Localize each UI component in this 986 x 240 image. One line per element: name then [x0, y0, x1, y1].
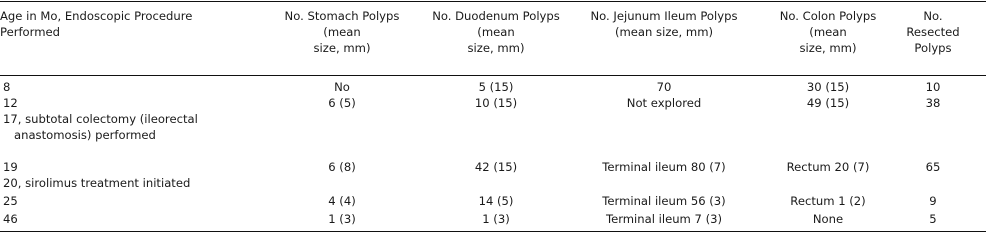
jejunum-ileum-cell: Terminal ileum 7 (3)	[605, 212, 723, 226]
table-top-rule	[0, 1, 986, 2]
duodenum-cell: 42 (15)	[474, 160, 518, 174]
resected-cell: 65	[925, 160, 941, 174]
header-stomach-polyps: No. Stomach Polyps (mean size, mm)	[284, 9, 400, 55]
row-age-cell: 25	[3, 194, 18, 208]
table-header-rule	[0, 75, 986, 76]
row-procedure-note: 20, sirolimus treatment initiated	[3, 176, 191, 190]
jejunum-ileum-cell: Terminal ileum 80 (7)	[602, 160, 726, 174]
stomach-cell: 6 (8)	[328, 160, 356, 174]
resected-cell: 38	[925, 96, 941, 110]
stomach-cell: 1 (3)	[328, 212, 356, 226]
resected-cell: 5	[929, 212, 937, 226]
colon-cell: None	[812, 212, 844, 226]
colon-cell: 49 (15)	[806, 96, 850, 110]
header-resected-polyps: No. Resected Polyps	[906, 9, 960, 55]
resected-cell: 9	[929, 194, 937, 208]
row-age-cell: 8	[3, 80, 11, 94]
header-age-procedure: Age in Mo, Endoscopic Procedure Performed	[0, 9, 193, 39]
resected-cell: 10	[925, 80, 941, 94]
header-duodenum-polyps: No. Duodenum Polyps (mean size, mm)	[432, 9, 560, 55]
jejunum-ileum-cell: Not explored	[626, 96, 702, 110]
stomach-cell: 6 (5)	[328, 96, 356, 110]
row-age-cell: 46	[3, 212, 18, 226]
duodenum-cell: 14 (5)	[478, 194, 514, 208]
colon-cell: 30 (15)	[806, 80, 850, 94]
jejunum-ileum-cell: 70	[656, 80, 672, 94]
row-procedure-note: 17, subtotal colectomy (ileorectal anastomosis) performed	[3, 112, 198, 142]
duodenum-cell: 5 (15)	[478, 80, 514, 94]
duodenum-cell: 10 (15)	[474, 96, 518, 110]
jejunum-ileum-cell: Terminal ileum 56 (3)	[602, 194, 726, 208]
row-age-cell: 19	[3, 160, 18, 174]
duodenum-cell: 1 (3)	[482, 212, 510, 226]
header-colon-polyps: No. Colon Polyps (mean size, mm)	[779, 9, 877, 55]
table-bottom-rule	[0, 231, 986, 232]
stomach-cell: 4 (4)	[328, 194, 356, 208]
colon-cell: Rectum 1 (2)	[790, 194, 866, 208]
colon-cell: Rectum 20 (7)	[786, 160, 870, 174]
header-jejunum-ileum-polyps: No. Jejunum Ileum Polyps (mean size, mm)	[590, 9, 738, 39]
stomach-cell: No	[334, 80, 350, 94]
row-age-cell: 12	[3, 96, 18, 110]
